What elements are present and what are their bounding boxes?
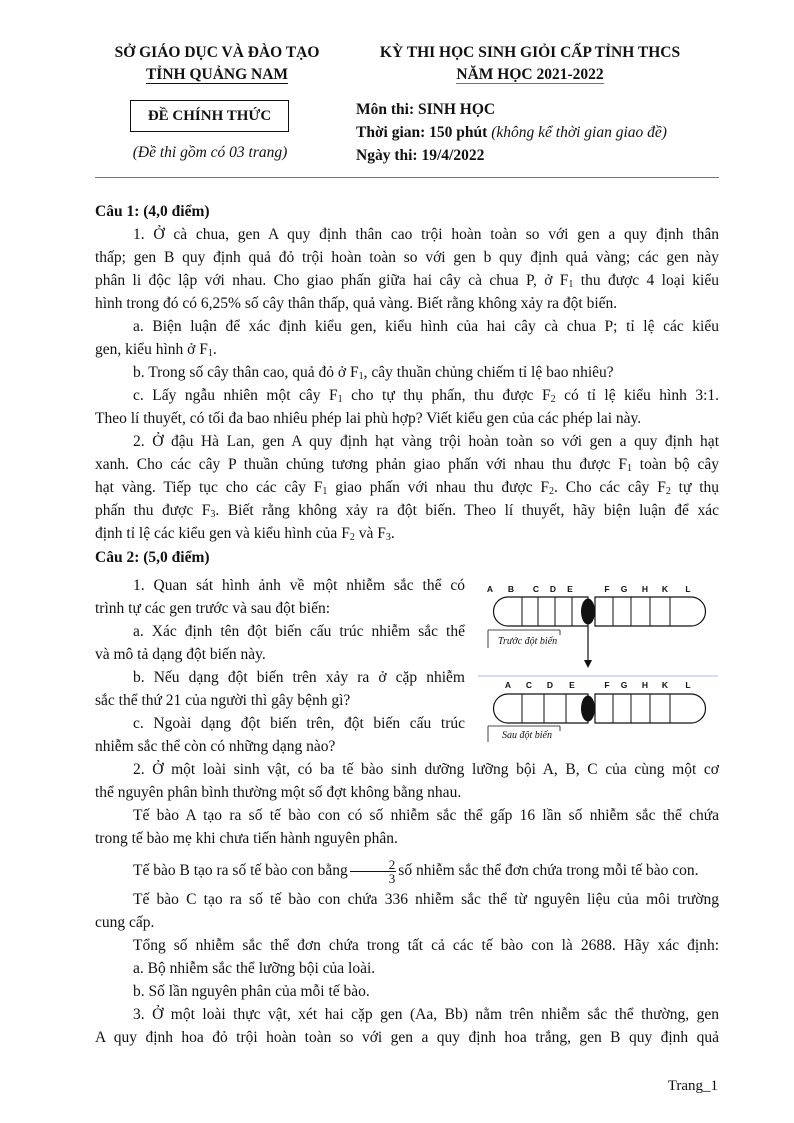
q2-text-line: trong tế bào mẹ khi chưa tiến hành nguyên phân. [95, 830, 398, 847]
subject-line: Môn thi: SINH HỌC [356, 101, 496, 118]
gene-label: K [661, 680, 669, 690]
chromosome-mutation-figure [478, 578, 723, 748]
gene-label: L [685, 584, 691, 594]
page-number: Trang_1 [667, 1078, 718, 1094]
gene-label: D [549, 584, 557, 594]
q2-part-a: a. Xác định tên đột biến cấu trúc nhiễm sắc thể [133, 623, 465, 640]
gene-label: D [546, 680, 554, 690]
question-1-title: Câu 1: (4,0 điểm) [95, 203, 210, 220]
q1-text-line: Theo lí thuyết, có tối đa bao nhiêu phép lai phù hợp? Viết kiểu gen của các phép lai này. [95, 410, 642, 427]
gene-label: H [641, 680, 649, 690]
q1-text-line: hình trong đó có 6,25% số cây thân thấp, quả vàng. Biết rằng không xảy ra đột biến. [95, 295, 618, 312]
exam-title: KỲ THI HỌC SINH GIỎI CẤP TỈNH THCS NĂM HỌC 2021-2022 [379, 44, 681, 83]
centromere-before [581, 599, 595, 625]
department-name: SỞ GIÁO DỤC VÀ ĐÀO TẠO TỈNH QUẢNG NAM [114, 44, 320, 83]
q1-part-2: 2. Ở đậu Hà Lan, gen A quy định hạt vàng trội hoàn toàn so với gen a quy định hạt [133, 433, 719, 450]
gene-label: B [507, 584, 515, 594]
q2-text-line: cung cấp. [95, 914, 155, 931]
gene-label: A [486, 584, 494, 594]
chromosome-after [494, 694, 706, 723]
q2-cell-b: Tế bào B tạo ra số tế bào con bằng $\frac{2}{3}$ số nhiễm sắc thể đơn chứa trong mỗi tế bào con. [133, 857, 699, 886]
before-caption: Trước đột biến [498, 636, 558, 647]
q1-text-line: 1. Ở cà chua, gen A quy định thân cao trội hoàn toàn so với gen a quy định thân [133, 226, 719, 243]
gene-label: C [525, 680, 533, 690]
q2-cell-a: Tế bào A tạo ra số tế bào con có số nhiễm sắc thể gấp 16 lần số nhiễm sắc thể chứa [133, 807, 719, 824]
gene-label: F [604, 584, 610, 594]
q2-text-line: thể nguyên phân bình thường một số đợt không bằng nhau. [95, 784, 462, 801]
q2-part-3: 3. Ở một loài thực vật, xét hai cặp gen (Aa, Bb) nằm trên nhiễm sắc thể thường, gen [133, 1006, 719, 1023]
q2-part-2b: b. Số lần nguyên phân của mỗi tế bào. [133, 983, 370, 1000]
after-caption: Sau đột biến [502, 730, 552, 741]
q1-text-line: hạt vàng. Tiếp tục cho các cây $F_1$ giao phấn với nhau thu được $F_2$. Cho các cây $F_2$ tự thụ [95, 479, 719, 497]
q2-part-2: 2. Ở một loài sinh vật, có ba tế bào sinh dưỡng lưỡng bội A, B, C của cùng một cơ [133, 761, 719, 778]
gene-label: G [620, 584, 628, 594]
q1-text-line: định tỉ lệ các kiểu gen và kiểu hình của $F_2$ và $F_3$. [95, 525, 395, 543]
q1-part-b: b. Trong số cây thân cao, quả đỏ ở $F_1$, cây thuần chủng chiếm tỉ lệ bao nhiêu? [133, 364, 614, 382]
gene-label: K [661, 584, 669, 594]
gene-label: E [567, 584, 573, 594]
centromere-after [581, 696, 595, 722]
q2-text-line: trình tự các gen trước và sau đột biến: [95, 600, 331, 617]
gene-label: H [641, 584, 649, 594]
fraction-two-thirds: $\frac{2}{3}$ [350, 858, 397, 885]
gene-label: F [604, 680, 610, 690]
arrow-down-icon [584, 626, 592, 668]
q2-total: Tổng số nhiễm sắc thể đơn chứa trong tất cả các tế bào con là 2688. Hãy xác định: [133, 937, 719, 954]
official-box: ĐỀ CHÍNH THỨC [130, 100, 289, 132]
q2-text-line: A quy định hoa đỏ trội hoàn toàn so với gen a quy định hoa trắng, gen B quy định quả [95, 1029, 719, 1046]
question-2-title: Câu 2: (5,0 điểm) [95, 549, 210, 566]
gene-label: A [504, 680, 512, 690]
q2-text-line: nhiễm sắc thể còn có những dạng nào? [95, 738, 336, 755]
q2-part-2a: a. Bộ nhiễm sắc thể lưỡng bội của loài. [133, 960, 376, 977]
q1-text-line: phân li độc lập với nhau. Cho giao phấn giữa hai cây cà chua P, ở $F_1$ thu được 4 loại kiểu [95, 272, 719, 290]
q2-text-line: và mô tả dạng đột biến này. [95, 646, 266, 663]
q1-part-c: c. Lấy ngẫu nhiên một cây $F_1$ cho tự thụ phấn, thu được $F_2$ có tỉ lệ kiểu hình 3:1. [133, 387, 719, 405]
pages-note: (Đề thi gồm có 03 trang) [132, 144, 288, 161]
school-year: NĂM HỌC 2021-2022 [456, 66, 604, 83]
q2-part-c: c. Ngoài dạng đột biến trên, đột biến cấu trúc [133, 715, 465, 732]
q2-part-b: b. Nếu dạng đột biến trên xảy ra ở cặp nhiễm [133, 669, 465, 686]
gene-label: L [685, 680, 691, 690]
gene-label: G [620, 680, 628, 690]
q1-text-line: thấp; gen B quy định quả đỏ trội hoàn toàn so với gen b quy định quả vàng; các gen này [95, 249, 719, 266]
q1-text-line: phấn thu được $F_3$. Biết rằng không xảy ra đột biến. Theo lí thuyết, hãy biện luận để xác [95, 502, 719, 520]
date-line: Ngày thi: 19/4/2022 [356, 147, 485, 164]
time-line: Thời gian: 150 phút (không kể thời gian giao đề) [356, 124, 667, 141]
gene-label: C [532, 584, 540, 594]
q2-text-line: sắc thể thứ 21 của người thì gây bệnh gì? [95, 692, 351, 709]
province-name: TỈNH QUẢNG NAM [145, 66, 289, 83]
header-divider [95, 177, 719, 178]
before-gene-labels [487, 584, 691, 594]
chromosome-before [494, 597, 706, 626]
after-gene-labels [505, 680, 691, 690]
q1-text-line: gen, kiểu hình ở $F_1$. [95, 341, 217, 359]
q2-text-line: 1. Quan sát hình ảnh về một nhiễm sắc thể có [133, 577, 465, 594]
gene-label: E [569, 680, 575, 690]
q2-cell-c: Tế bào C tạo ra số tế bào con chứa 336 nhiễm sắc thể từ nguyên liệu của môi trường [133, 891, 719, 908]
q1-text-line: xanh. Cho các cây P thuần chủng tương phản giao phấn với nhau thu được $F_1$ toàn bộ cây [95, 456, 719, 474]
q1-part-a: a. Biện luận để xác định kiểu gen, kiểu hình của hai cây cà chua P; tỉ lệ các kiểu [133, 318, 719, 335]
